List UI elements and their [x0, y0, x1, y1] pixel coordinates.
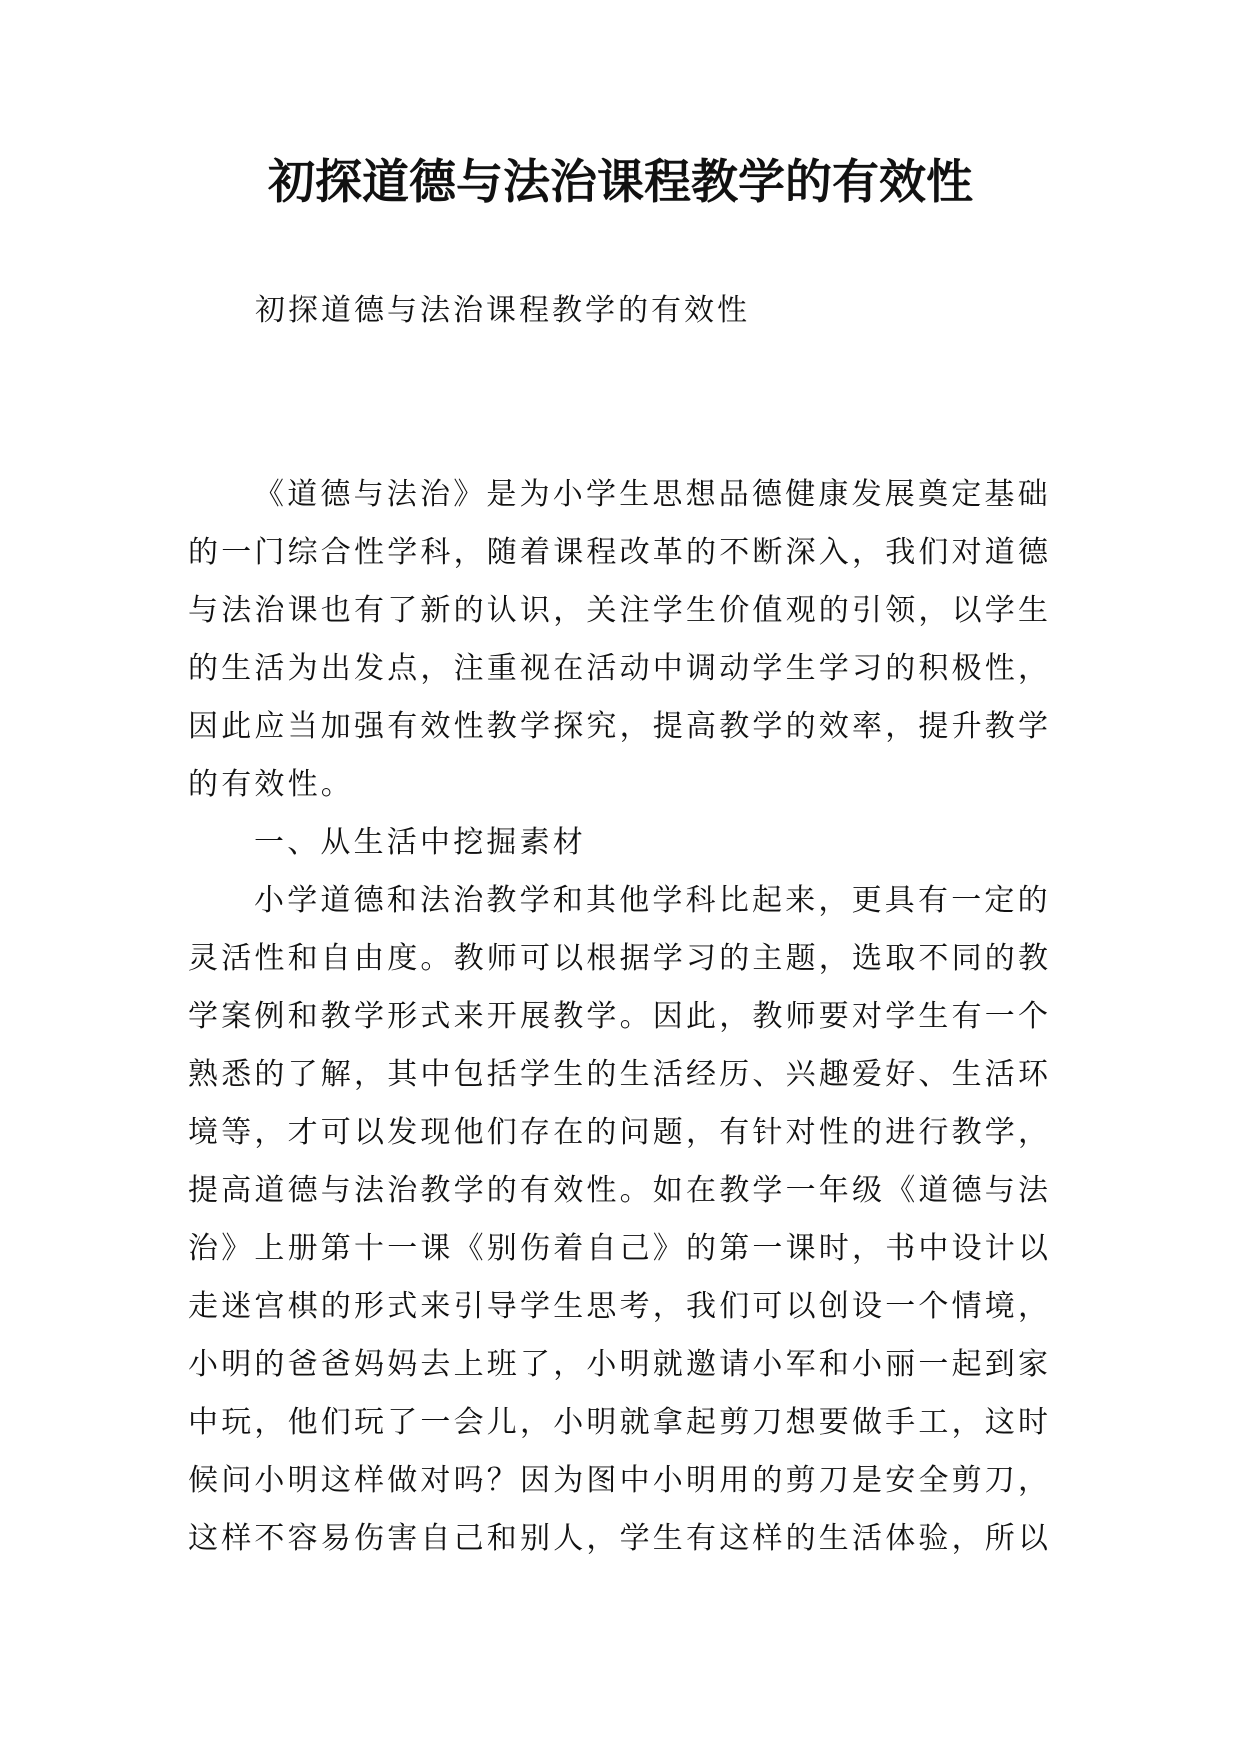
paragraph-line: 治》上册第十一课《别伤着自己》的第一课时，书中设计以: [188, 1231, 1052, 1266]
paragraph-line: 与法治课也有了新的认识，关注学生价值观的引领，以学生: [188, 593, 1052, 628]
paragraph-line: 的生活为出发点，注重视在活动中调动学生学习的积极性，: [188, 651, 1052, 686]
paragraph-line: 的一门综合性学科，随着课程改革的不断深入，我们对道德: [188, 535, 1052, 570]
body-text: [188, 466, 1058, 1568]
section-heading: 一、从生活中挖掘素材: [254, 825, 586, 860]
paragraph-line: 提高道德与法治教学的有效性。如在教学一年级《道德与法: [188, 1173, 1052, 1208]
paragraph-line: 熟悉的了解，其中包括学生的生活经历、兴趣爱好、生活环: [188, 1057, 1052, 1092]
document-subtitle: 初探道德与法治课程教学的有效性: [255, 293, 750, 328]
paragraph-line: 小明的爸爸妈妈去上班了，小明就邀请小军和小丽一起到家: [188, 1347, 1052, 1382]
paragraph-line: 候问小明这样做对吗？因为图中小明用的剪刀是安全剪刀，: [188, 1463, 1052, 1498]
paragraph-line: 学案例和教学形式来开展教学。因此，教师要对学生有一个: [188, 999, 1052, 1034]
paragraph-line: 的有效性。: [188, 767, 354, 802]
paragraph-line: 境等，才可以发现他们存在的问题，有针对性的进行教学，: [188, 1115, 1052, 1150]
paragraph-line: 因此应当加强有效性教学探究，提高教学的效率，提升教学: [188, 709, 1052, 744]
paragraph-line: 《道德与法治》是为小学生思想品德健康发展奠定基础: [254, 477, 1051, 512]
paragraph-line: 走迷宫棋的形式来引导学生思考，我们可以创设一个情境，: [188, 1289, 1052, 1324]
paragraph-line: 中玩，他们玩了一会儿，小明就拿起剪刀想要做手工，这时: [188, 1405, 1052, 1440]
paragraph-line: 这样不容易伤害自己和别人，学生有这样的生活体验，所以: [188, 1521, 1052, 1556]
document-title: 初探道德与法治课程教学的有效性: [268, 155, 973, 210]
paragraph-line: 灵活性和自由度。教师可以根据学习的主题，选取不同的教: [188, 941, 1052, 976]
paragraph-line: 小学道德和法治教学和其他学科比起来，更具有一定的: [254, 883, 1051, 918]
